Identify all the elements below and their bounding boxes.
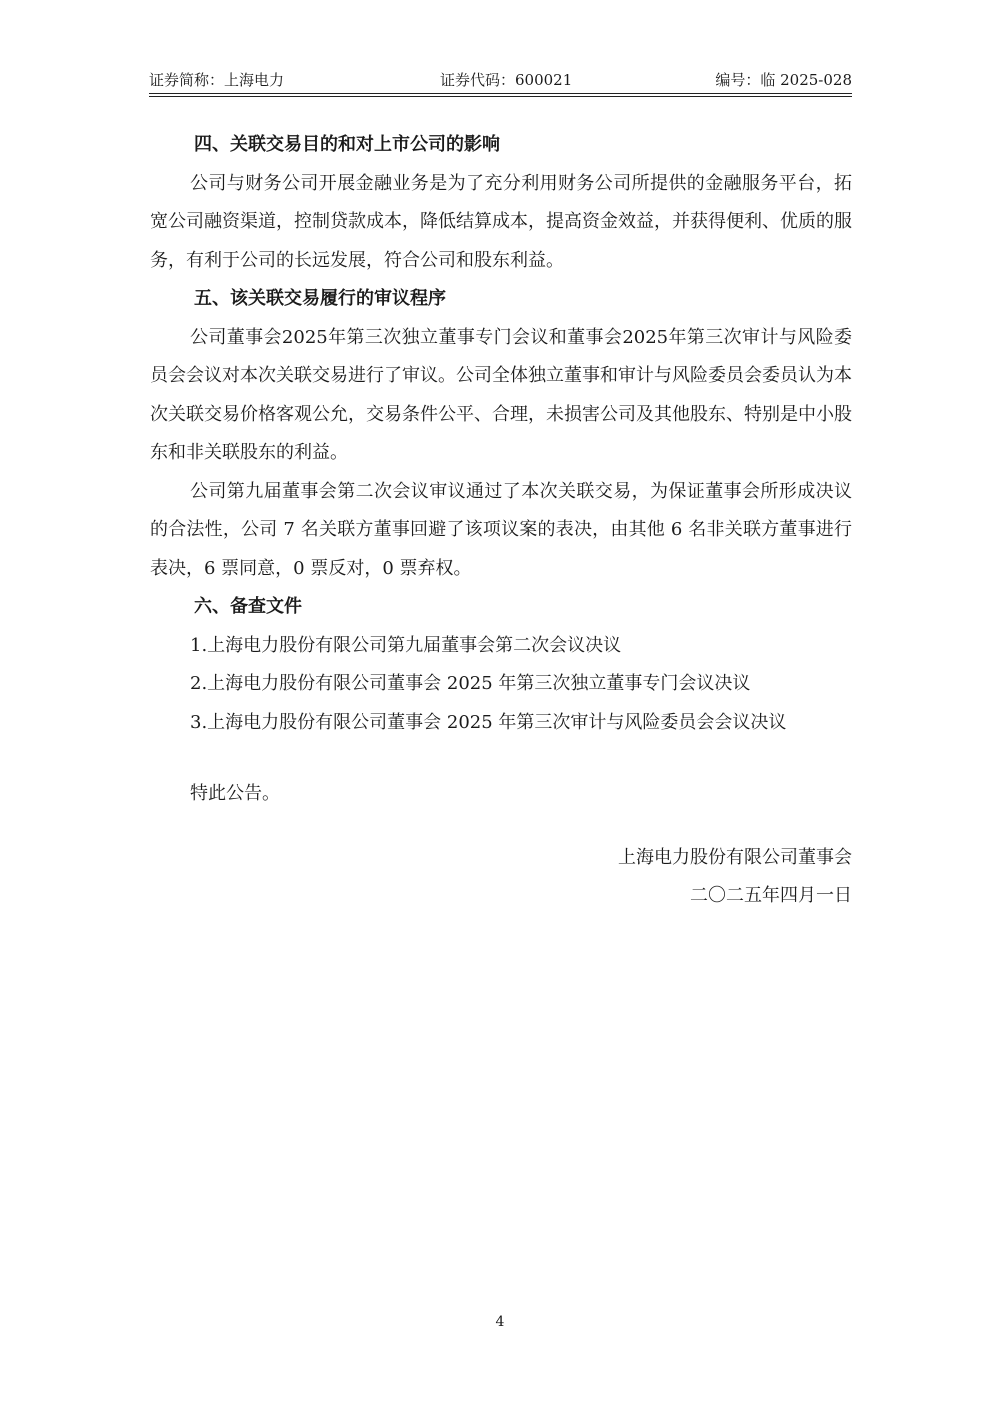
reference-doc-item: 3.上海电力股份有限公司董事会 2025 年第三次审计与风险委员会会议决议: [190, 711, 787, 733]
signing-date: 二〇二五年四月一日: [690, 885, 852, 906]
section-4-heading: 四、关联交易目的和对上市公司的影响: [194, 134, 500, 155]
page-number: 4: [495, 1314, 505, 1330]
header-rule-thick: [149, 93, 852, 94]
section-5-paragraph-1: 公司董事会2025年第三次独立董事专门会议和董事会2025年第三次审计与风险委员会会议对本次关联交易进行了审议。公司全体独立董事和审计与风险委员会委员认为本次关联交易价格客观公允，交易条件公平、合理，未损害公司及其他股东、特别是中小股东和非关联股东的利益。: [150, 326, 852, 463]
closing-notice: 特此公告。: [190, 783, 280, 804]
section-4-paragraph: 公司与财务公司开展金融业务是为了充分利用财务公司所提供的金融服务平台，拓宽公司融资渠道，控制贷款成本，降低结算成本，提高资金效益，并获得便利、优质的服务，有利于公司的长远发展，符合公司和股东利益。: [150, 172, 852, 271]
header-rule-thin: [149, 96, 852, 97]
page-header: [149, 69, 852, 95]
section-5-paragraph-2: 公司第九届董事会第二次会议审议通过了本次关联交易，为保证董事会所形成决议的合法性，公司 7 名关联方董事回避了该项议案的表决，由其他 6 名非关联方董事进行表决，6 票同意，0 票反对，0 票弃权。: [150, 480, 852, 579]
section-5-heading: 五、该关联交易履行的审议程序: [194, 288, 446, 309]
header-stock-abbr: 证券简称：上海电力: [149, 71, 285, 89]
header-doc-number: 编号：临 2025-028: [715, 71, 852, 89]
section-6-heading: 六、备查文件: [194, 596, 302, 617]
header-stock-code: 证券代码：600021: [440, 71, 573, 89]
signing-organization: 上海电力股份有限公司董事会: [618, 846, 852, 868]
reference-doc-item: 1.上海电力股份有限公司第九届董事会第二次会议决议: [190, 634, 622, 656]
document-body: [150, 126, 852, 916]
reference-doc-item: 2.上海电力股份有限公司董事会 2025 年第三次独立董事专门会议决议: [190, 673, 751, 694]
